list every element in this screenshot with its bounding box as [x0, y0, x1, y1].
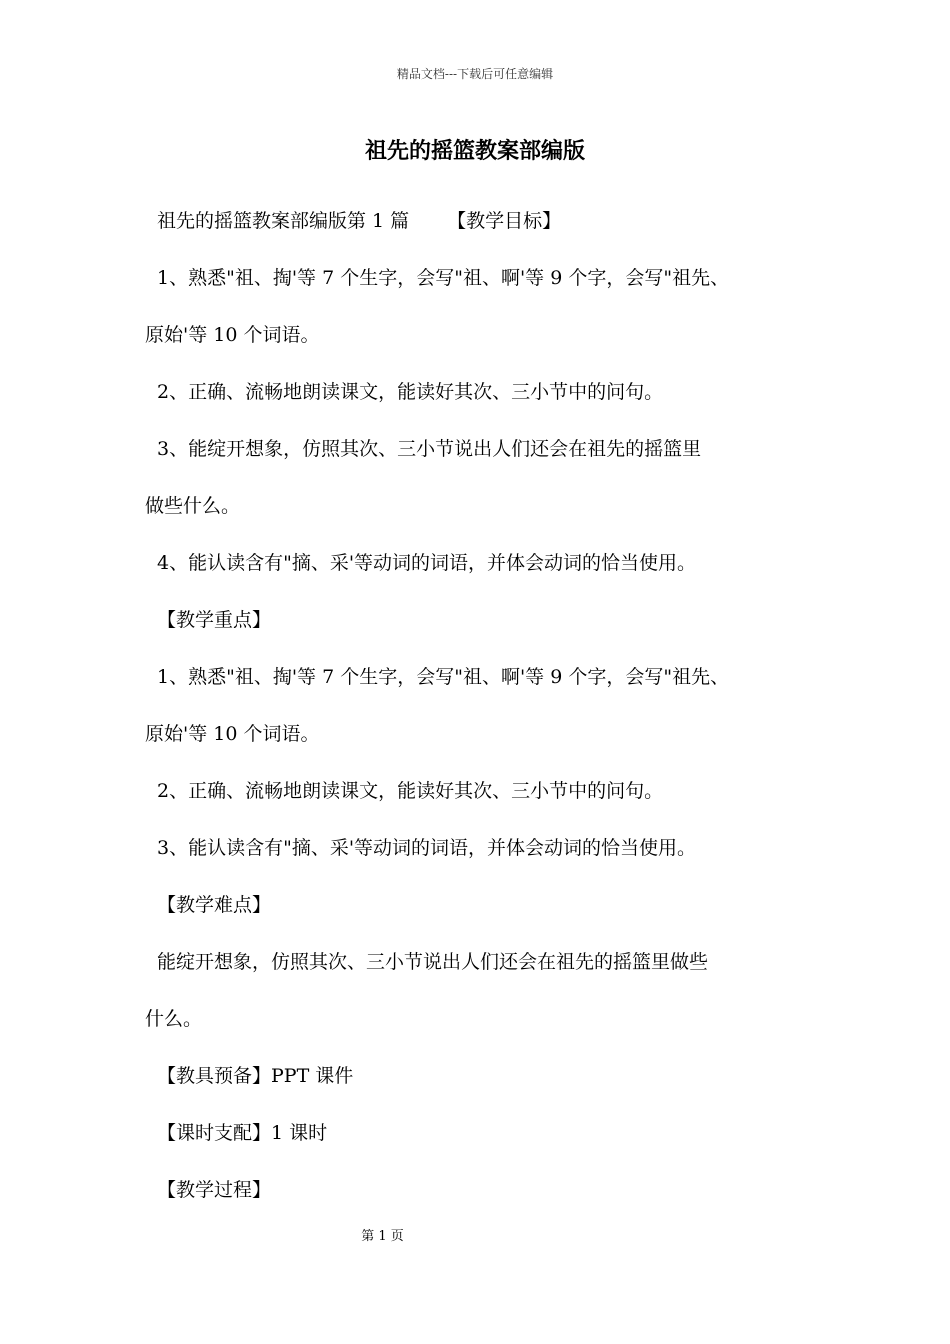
- document-title: 祖先的摇篮教案部编版: [364, 138, 585, 164]
- key-points-heading: 【教学重点】: [157, 609, 272, 631]
- objective-2-line-1: 2、正确、流畅地朗读课文，能读好其次、三小节中的问句。: [157, 381, 664, 403]
- document-body: [145, 205, 835, 1231]
- page-number: 第 1 页: [361, 1229, 404, 1244]
- difficulty-heading: 【教学难点】: [157, 894, 272, 916]
- difficulty-line-2: 什么。: [145, 1008, 203, 1030]
- key-point-1-line-2: 原始'等 10 个词语。: [145, 723, 320, 745]
- objectives-heading: 【教学目标】: [447, 210, 562, 232]
- intro-line: [145, 205, 835, 262]
- tools-line: 【教具预备】PPT 课件: [157, 1065, 354, 1087]
- objective-1-line-1: 1、熟悉"祖、掏'等 7 个生字，会写"祖、啊'等 9 个字，会写"祖先、: [157, 267, 730, 289]
- key-point-3-line-1: 3、能认读含有"摘、采'等动词的词语，并体会动词的恰当使用。: [157, 837, 697, 859]
- objective-3-line-1: 3、能绽开想象，仿照其次、三小节说出人们还会在祖先的摇篮里: [157, 438, 702, 460]
- key-point-1-line-1: 1、熟悉"祖、掏'等 7 个生字，会写"祖、啊'等 9 个字，会写"祖先、: [157, 666, 730, 688]
- page-header: 精品文档---下载后可任意编辑: [396, 67, 554, 81]
- difficulty-line-1: 能绽开想象，仿照其次、三小节说出人们还会在祖先的摇篮里做些: [157, 951, 709, 973]
- objective-3-line-2: 做些什么。: [145, 495, 241, 517]
- objective-4-line-1: 4、能认读含有"摘、采'等动词的词语，并体会动词的恰当使用。: [157, 552, 697, 574]
- objective-1-line-2: 原始'等 10 个词语。: [145, 324, 320, 346]
- key-point-2-line-1: 2、正确、流畅地朗读课文，能读好其次、三小节中的问句。: [157, 780, 664, 802]
- process-heading: 【教学过程】: [157, 1179, 272, 1201]
- intro-prefix: 祖先的摇篮教案部编版第 1 篇: [157, 210, 410, 232]
- schedule-line: 【课时支配】1 课时: [157, 1122, 328, 1144]
